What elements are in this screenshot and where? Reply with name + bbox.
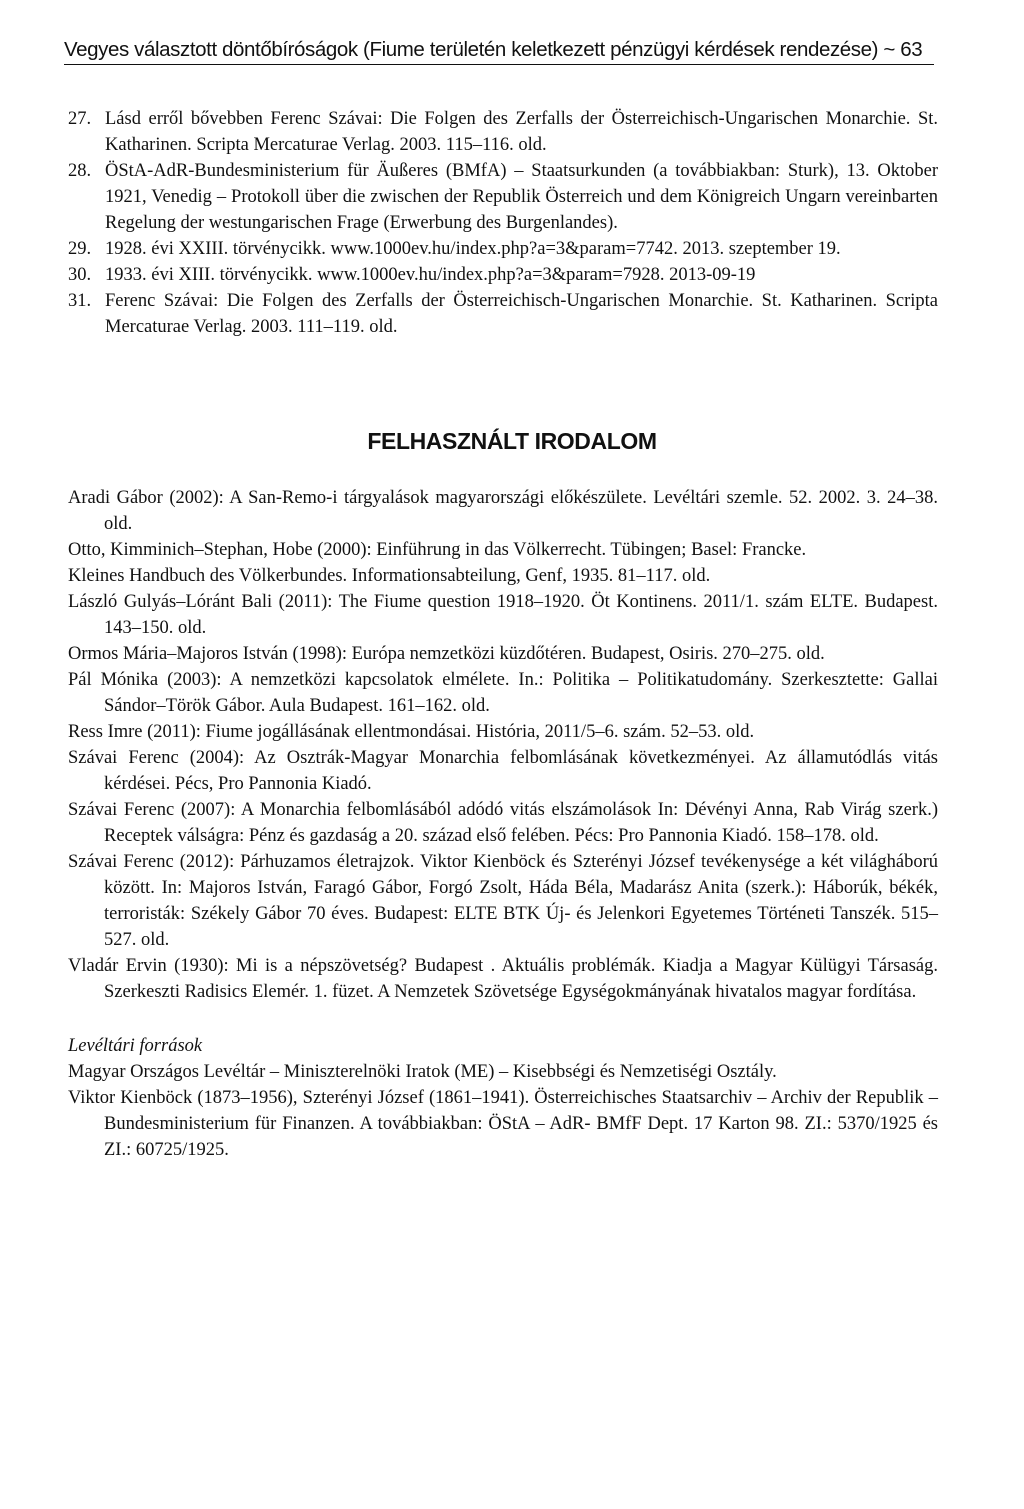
- footnote-number: 28.: [68, 161, 92, 181]
- bibliography-entry: Szávai Ferenc (2004): Az Osztrák-Magyar Monarchia felbomlásának következményei. Az államutódlás vitás kérdései. Pécs, Pro Pannonia Kiadó.: [68, 748, 938, 794]
- footnote-text: 1933. évi XIII. törvénycikk. www.1000ev.hu/index.php?a=3&param=7928. 2013-09-19: [105, 265, 756, 285]
- footnote-number: 27.: [68, 109, 92, 129]
- section-title: FELHASZNÁLT IRODALOM: [367, 428, 657, 454]
- footnotes: [68, 106, 938, 340]
- bibliography-entry: Vladár Ervin (1930): Mi is a népszövetség? Budapest . Aktuális problémák. Kiadja a Magyar Külügyi Társaság. Szerkeszti Radisics Elemér. 1. füzet. A Nemzetek Szövetsége Egységokmányának hivatalos magyar fordítása.: [68, 956, 938, 1002]
- bibliography-entry: Pál Mónika (2003): A nemzetközi kapcsolatok elmélete. In.: Politika – Politikatudomány. Szerkesztette: Gallai Sándor–Török Gábor. Aula Budapest. 161–162. old.: [68, 670, 938, 716]
- archive-entry: Viktor Kienböck (1873–1956), Szterényi József (1861–1941). Österreichisches Staatsarchiv – Archiv der Republik – Bundesministerium für Finanzen. A továbbiakban: ÖStA – AdR- BMfF Dept. 17 Karton 98. ZI.: 5370/1925 és ZI.: 60725/1925.: [68, 1088, 938, 1160]
- footnote-number: 29.: [68, 239, 92, 259]
- footnote: [68, 236, 938, 262]
- archives-heading: Levéltári források: [68, 1036, 203, 1056]
- running-head: Vegyes választott döntőbíróságok (Fiume területén keletkezett pénzügyi kérdések rendezése) ~ 63: [64, 38, 934, 65]
- footnote-text: Lásd erről bővebben Ferenc Szávai: Die Folgen des Zerfalls der Österreichisch-Ungarischen Monarchie. St. Katharinen. Scripta Mercaturae Verlag. 2003. 115–116. old.: [105, 109, 938, 155]
- footnote-text: ÖStA-AdR-Bundesministerium für Äußeres (BMfA) – Staatsurkunden (a továbbiakban: Sturk), 13. Oktober 1921, Venedig – Protokoll über die zwischen der Republik Österreich und dem Königreich Ungarn vereinbarten Regelung der westungarischen Frage (Erwerbung des Burgenlandes).: [105, 161, 938, 233]
- bibliography-entry: Szávai Ferenc (2007): A Monarchia felbomlásából adódó vitás elszámolások In: Dévényi Anna, Rab Virág szerk.) Receptek válságra: Pénz és gazdaság a 20. század első felében. Pécs: Pro Pannonia Kiadó. 158–178. old.: [68, 800, 938, 846]
- bibliography-entry: Ress Imre (2011): Fiume jogállásának ellentmondásai. História, 2011/5–6. szám. 52–53. old.: [68, 722, 755, 742]
- bibliography-entry: Szávai Ferenc (2012): Párhuzamos életrajzok. Viktor Kienböck és Szterényi József tevékenysége a két világháború között. In: Majoros István, Faragó Gábor, Forgó Zsolt, Háda Béla, Madarász Anita (szerk.): Háborúk, békék, terroristák: Székely Gábor 70 éves. Budapest: ELTE BTK Új- és Jelenkori Egyetemes Történeti Tanszék. 515–527. old.: [68, 852, 938, 950]
- bibliography-entry: László Gulyás–Lóránt Bali (2011): The Fiume question 1918–1920. Öt Kontinens. 2011/1. szám ELTE. Budapest. 143–150. old.: [68, 592, 938, 638]
- bibliography-entry: Ormos Mária–Majoros István (1998): Európa nemzetközi küzdőtéren. Budapest, Osiris. 270–275. old.: [68, 644, 825, 664]
- archive-entry: Magyar Országos Levéltár – Miniszterelnöki Iratok (ME) – Kisebbségi és Nemzetiségi Osztály.: [68, 1062, 777, 1082]
- bibliography-entry: Aradi Gábor (2002): A San-Remo-i tárgyalások magyarországi előkészülete. Levéltári szemle. 52. 2002. 3. 24–38. old.: [68, 488, 938, 534]
- bibliography: [68, 485, 938, 1163]
- bibliography-entry: Kleines Handbuch des Völkerbundes. Informationsabteilung, Genf, 1935. 81–117. old.: [68, 566, 711, 586]
- footnote: [68, 106, 938, 158]
- footnote: [68, 262, 938, 288]
- bibliography-entry: Otto, Kimminich–Stephan, Hobe (2000): Einführung in das Völkerrecht. Tübingen; Basel: Francke.: [68, 540, 807, 560]
- footnote-text: 1928. évi XXIII. törvénycikk. www.1000ev.hu/index.php?a=3&param=7742. 2013. szeptember 19.: [105, 239, 841, 259]
- footnote-number: 30.: [68, 265, 92, 285]
- footnote: [68, 158, 938, 236]
- footnote-text: Ferenc Szávai: Die Folgen des Zerfalls der Österreichisch-Ungarischen Monarchie. St. Katharinen. Scripta Mercaturae Verlag. 2003. 111–119. old.: [105, 291, 938, 337]
- footnote-number: 31.: [68, 291, 92, 311]
- footnote: [68, 288, 938, 340]
